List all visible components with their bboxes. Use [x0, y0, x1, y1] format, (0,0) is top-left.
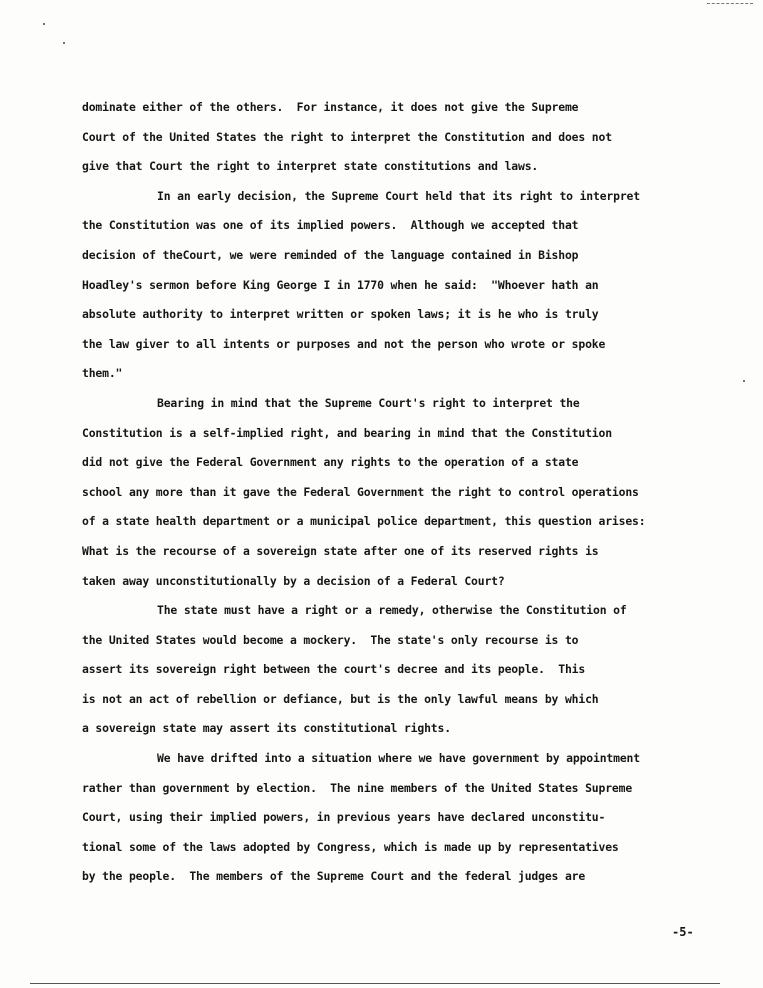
scan-speck — [743, 380, 745, 382]
text-line: of a state health department or a municipal police department, this question arises: — [82, 514, 646, 529]
text-line: the United States would become a mockery. The state's only recourse is to — [82, 632, 579, 647]
paragraph-first-line: The state must have a right or a remedy, otherwise the Constitution of — [157, 603, 627, 618]
text-line: a sovereign state may assert its constitutional rights. — [82, 721, 451, 736]
text-line: tional some of the laws adopted by Congress, which is made up by representatives — [82, 839, 619, 854]
scan-speck — [63, 42, 65, 44]
scan-speck — [43, 23, 45, 25]
text-line: did not give the Federal Government any rights to the operation of a state — [82, 455, 579, 470]
text-line: rather than government by election. The nine members of the United States Supreme — [82, 780, 633, 795]
text-line: taken away unconstitutionally by a decision of a Federal Court? — [82, 573, 505, 588]
top-edge-mark — [707, 3, 753, 4]
text-line: the law giver to all intents or purposes and not the person who wrote or spoke — [82, 336, 606, 351]
page-number: -5- — [672, 925, 694, 939]
text-line: by the people. The members of the Supreme Court and the federal judges are — [82, 869, 586, 884]
text-line: dominate either of the others. For instance, it does not give the Supreme — [82, 100, 579, 114]
text-line: the Constitution was one of its implied powers. Although we accepted that — [82, 218, 579, 233]
text-line: Hoadley's sermon before King George I in 1770 when he said: "Whoever hath an — [82, 277, 599, 292]
paragraph-first-line: In an early decision, the Supreme Court held that its right to interpret — [157, 188, 640, 203]
text-line: give that Court the right to interpret state constitutions and laws. — [82, 159, 539, 174]
text-line: Constitution is a self-implied right, and bearing in mind that the Constitution — [82, 425, 612, 440]
text-line: is not an act of rebellion or defiance, but is the only lawful means by which — [82, 691, 599, 706]
text-line: decision of theCourt, we were reminded of the language contained in Bishop — [82, 247, 579, 262]
text-line: Court, using their implied powers, in previous years have declared unconstitu- — [82, 810, 606, 825]
text-line: absolute authority to interpret written or spoken laws; it is he who is truly — [82, 307, 599, 322]
text-line: What is the recourse of a sovereign state after one of its reserved rights is — [82, 543, 599, 558]
bottom-edge-rule — [30, 983, 720, 984]
paragraph-first-line: Bearing in mind that the Supreme Court's right to interpret the — [157, 395, 580, 410]
text-line: school any more than it gave the Federal Government the right to control operations — [82, 484, 639, 499]
text-line: Court of the United States the right to interpret the Constitution and does not — [82, 129, 612, 144]
paragraph-first-line: We have drifted into a situation where we have government by appointment — [157, 751, 640, 766]
text-line: them." — [82, 366, 123, 381]
text-line: assert its sovereign right between the court's decree and its people. This — [82, 662, 586, 677]
document-body — [82, 93, 722, 892]
